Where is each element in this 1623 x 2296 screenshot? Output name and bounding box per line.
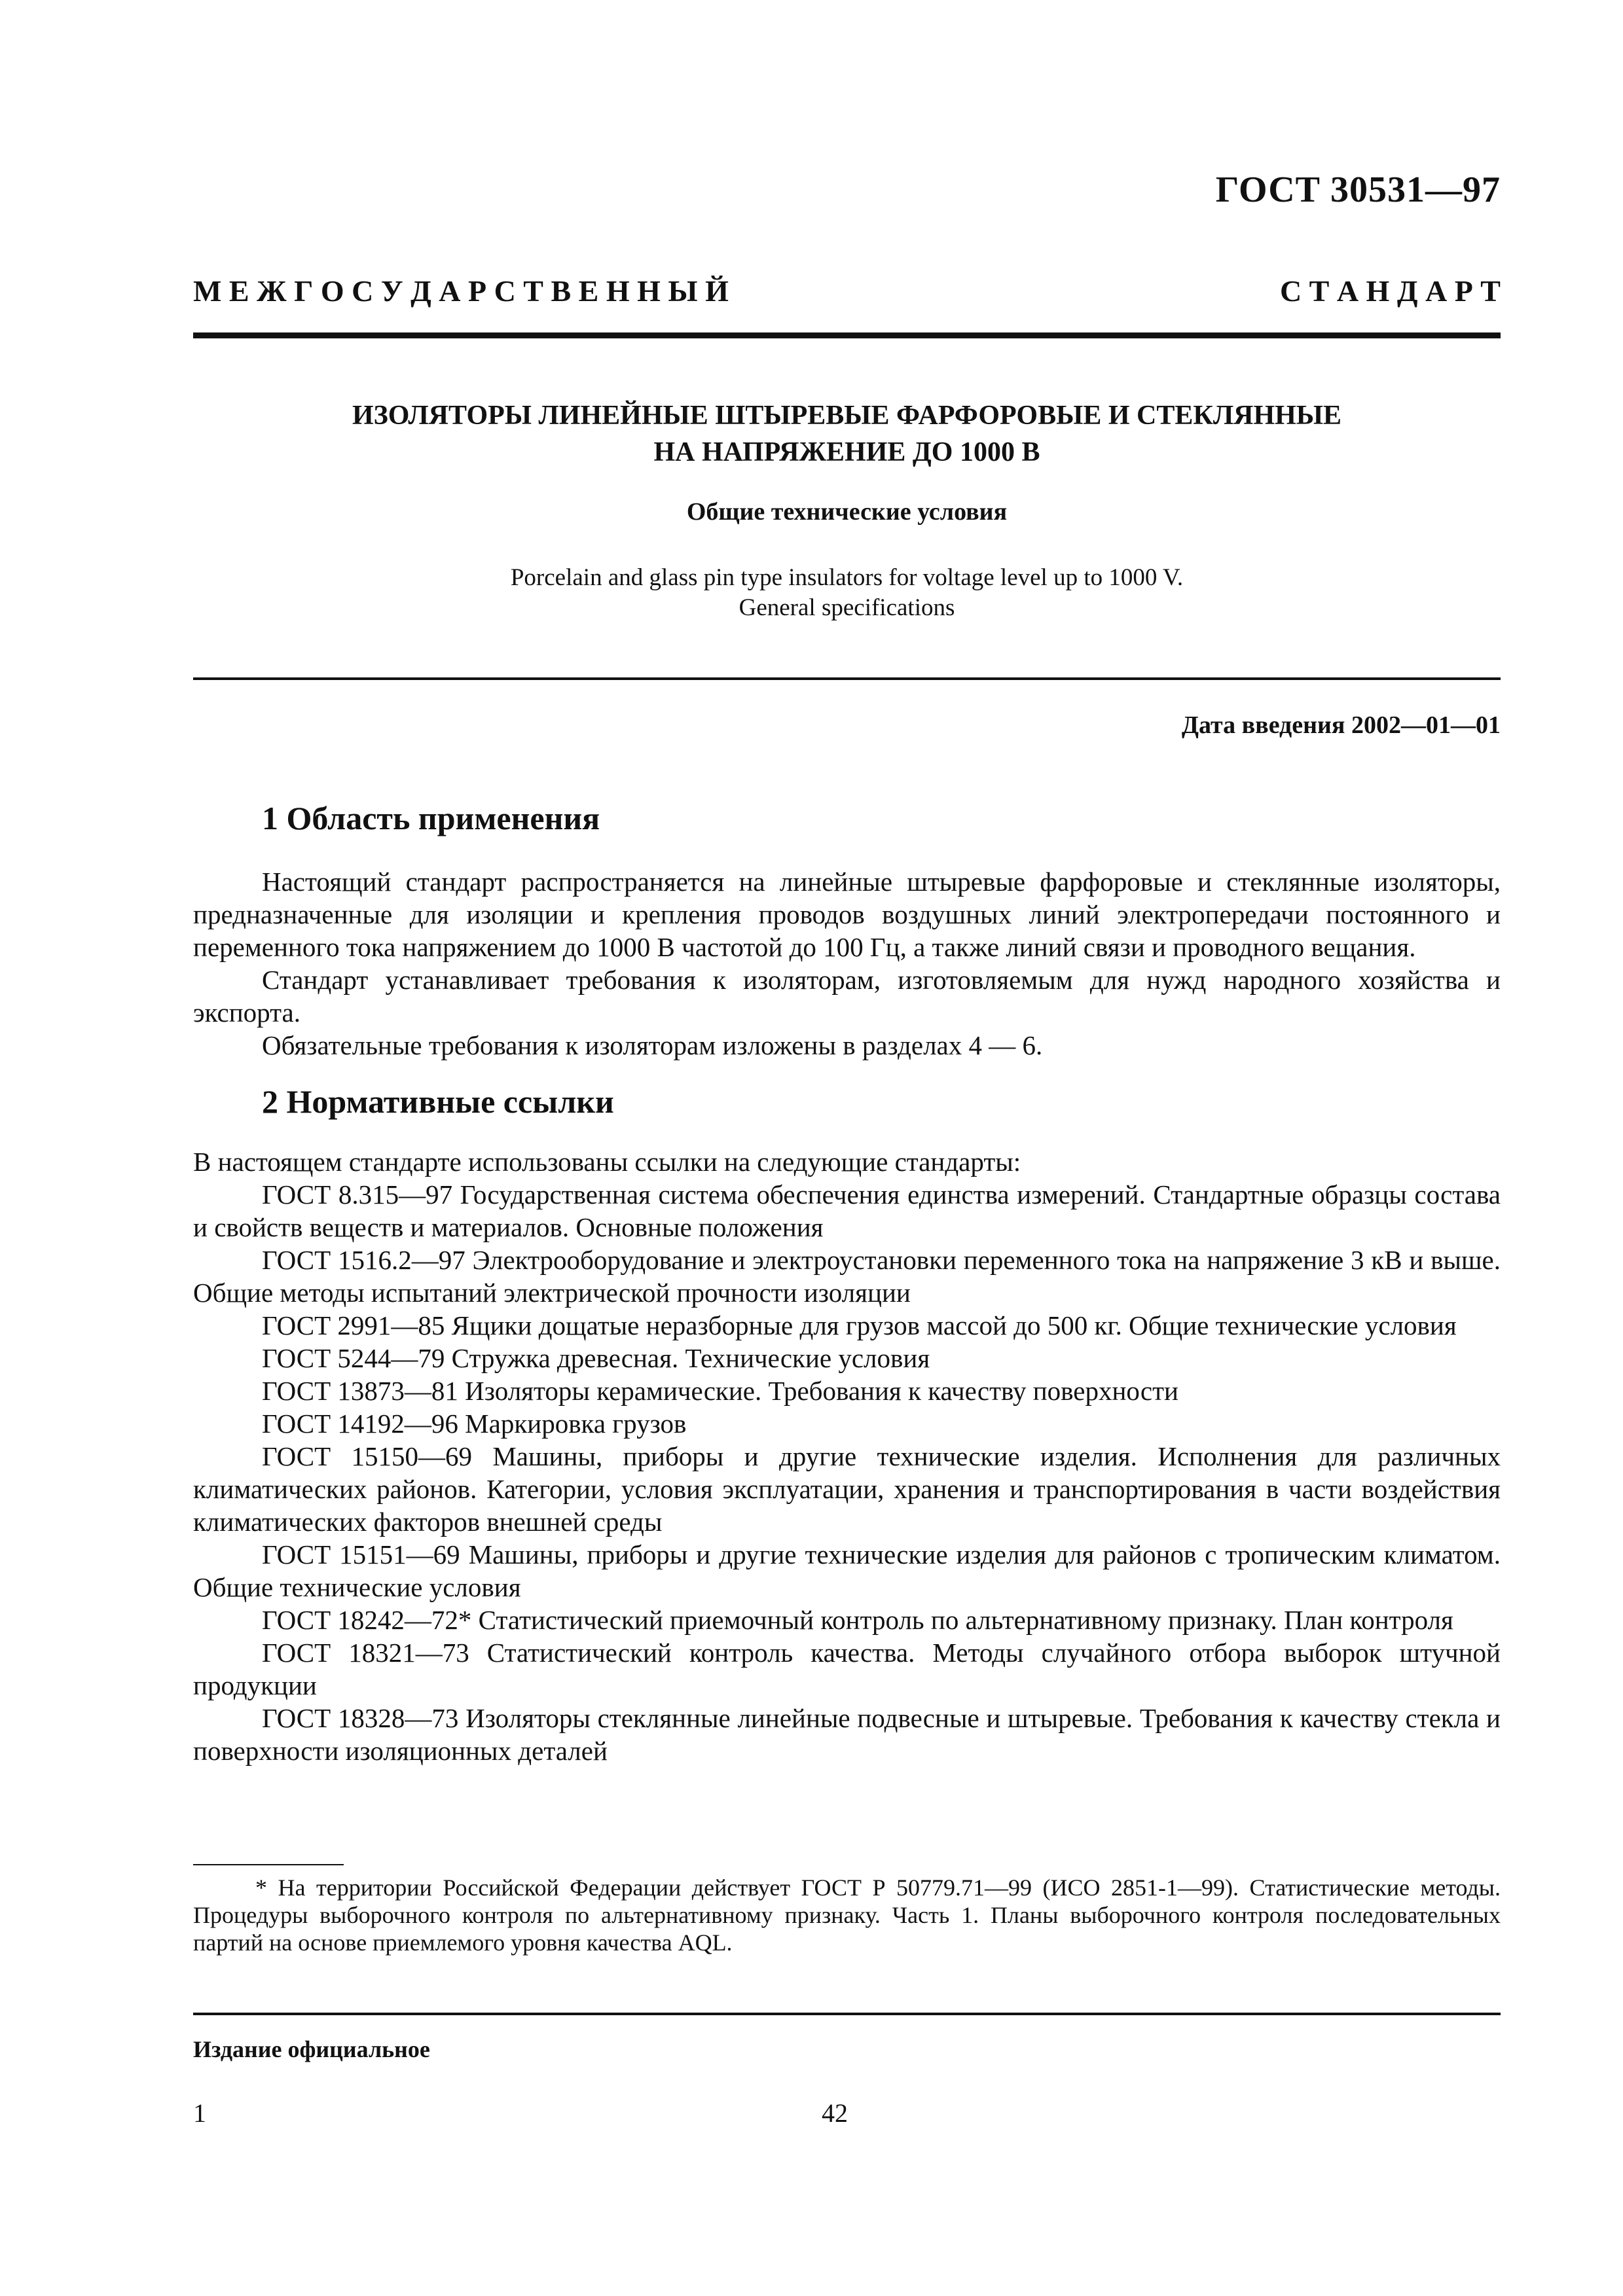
title-line-2: НА НАПРЯЖЕНИЕ ДО 1000 В (653, 437, 1040, 467)
section-2-heading: 2 Нормативные ссылки (262, 1083, 614, 1120)
banner-word-interstate: М Е Ж Г О С У Д А Р С Т В Е Н Н Ы Й (193, 274, 729, 308)
title-line-1: ИЗОЛЯТОРЫ ЛИНЕЙНЫЕ ШТЫРЕВЫЕ ФАРФОРОВЫЕ И СТЕКЛЯННЫЕ (352, 401, 1342, 431)
interstate-standard-banner (193, 274, 1501, 308)
doc-number: ГОСТ 30531—97 (1215, 170, 1501, 210)
footnote: * На территории Российской Федерации действует ГОСТ Р 50779.71—99 (ИСО 2851-1—99). Статистические методы. Процедуры выборочного контроля по альтернативному признаку. Часть 1. Планы выборочного контроля последовательных партий на основе приемлемого уровня качества AQL. (193, 1874, 1501, 1956)
reference-item: ГОСТ 1516.2—97 Электрооборудование и электроустановки переменного тока на напряжение 3 кВ и выше. Общие методы испытаний электрической прочности изоляции (193, 1245, 1501, 1308)
section-1-heading: 1 Область применения (262, 800, 600, 836)
official-edition-label: Издание официальное (193, 2036, 430, 2062)
references-intro: В настоящем стандарте использованы ссылки на следующие стандарты: (193, 1147, 1021, 1177)
banner-word-standard: С Т А Н Д А Р Т (1279, 274, 1501, 308)
reference-item: ГОСТ 8.315—97 Государственная система обеспечения единства измерений. Стандартные образцы состава и свойств веществ и материалов. Основные положения (193, 1179, 1501, 1242)
section-1-paragraph: Стандарт устанавливает требования к изоляторам, изготовляемым для нужд народного хозяйства и экспорта. (193, 965, 1501, 1028)
reference-item: ГОСТ 18328—73 Изоляторы стеклянные линейные подвесные и штыревые. Требования к качеству стекла и поверхности изоляционных деталей (193, 1703, 1501, 1766)
reference-item: ГОСТ 18242—72* Статистический приемочный контроль по альтернативному признаку. План контроля (262, 1605, 1453, 1635)
document-title (193, 397, 1501, 471)
reference-item: ГОСТ 18321—73 Статистический контроль качества. Методы случайного отбора выборок штучной продукции (193, 1638, 1501, 1700)
document-body (193, 795, 1501, 1767)
english-title-line-2: General specifications (739, 594, 955, 621)
sheet-number: 1 (193, 2098, 206, 2128)
english-title-line-1: Porcelain and glass pin type insulators for voltage level up to 1000 V. (510, 564, 1184, 591)
introduction-date: Дата введения 2002—01—01 (1181, 711, 1501, 739)
english-title (193, 563, 1501, 623)
section-2-body (193, 1145, 1501, 1767)
reference-item: ГОСТ 5244—79 Стружка древесная. Технические условия (262, 1343, 930, 1373)
reference-item: ГОСТ 14192—96 Маркировка грузов (262, 1408, 687, 1439)
footer-rule (193, 2013, 1501, 2015)
section-1-paragraph: Обязательные требования к изоляторам изложены в разделах 4 — 6. (262, 1030, 1043, 1060)
title-rule (193, 677, 1501, 680)
reference-item: ГОСТ 13873—81 Изоляторы керамические. Требования к качеству поверхности (262, 1376, 1178, 1406)
reference-item: ГОСТ 15150—69 Машины, приборы и другие технические изделия. Исполнения для различных климатических районов. Категории, условия эксплуатации, хранения и транспортирования в части воздействия климатических факторов внешней среды (193, 1441, 1501, 1537)
document-subtitle: Общие технические условия (686, 498, 1008, 526)
section-1-paragraph: Настоящий стандарт распространяется на линейные штыревые фарфоровые и стеклянные изоляторы, предназначенные для изоляции и крепления проводов воздушных линий электропередачи постоянного и переменного тока напряжением до 1000 В частотой до 100 Гц, а также линий связи и проводного вещания. (193, 867, 1501, 962)
footnote-rule (193, 1864, 344, 1865)
reference-item: ГОСТ 2991—85 Ящики дощатые неразборные для грузов массой до 500 кг. Общие технические условия (262, 1310, 1457, 1340)
section-1-body (193, 865, 1501, 1062)
header-rule (193, 332, 1501, 338)
page-number: 42 (822, 2098, 848, 2128)
reference-item: ГОСТ 15151—69 Машины, приборы и другие технические изделия для районов с тропическим климатом. Общие технические условия (193, 1539, 1501, 1602)
